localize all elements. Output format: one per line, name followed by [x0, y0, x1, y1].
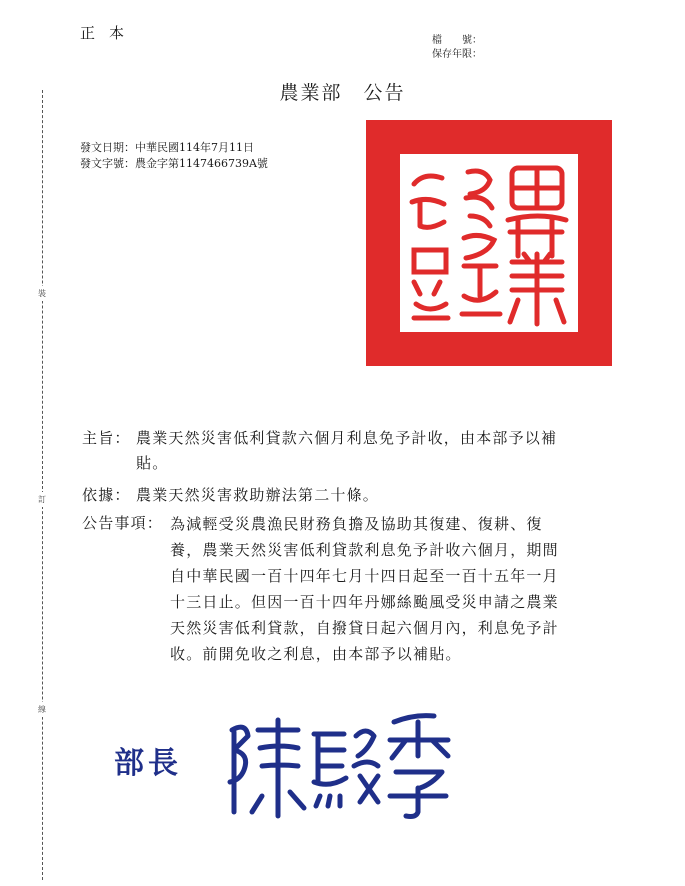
items-line: 天然災害低利貸款，自撥貸日起六個月內，利息免予計	[170, 619, 559, 637]
official-seal	[366, 120, 612, 366]
issue-info	[80, 140, 268, 172]
items-line: 自中華民國一百十四年七月十四日起至一百十五年一月	[170, 567, 559, 585]
items-line: 十三日止。但因一百十四年丹娜絲颱風受災申請之農業	[170, 593, 559, 611]
issue-date: 發文日期：中華民國114年7月11日	[80, 141, 254, 154]
items-line: 收。前開免收之利息，由本部予以補貼。	[170, 645, 462, 663]
items-line: 養，農業天然災害低利貸款利息免予計收六個月，期間	[170, 541, 559, 559]
items-text	[170, 511, 620, 667]
seal-glyphs	[400, 154, 578, 332]
subject-label: 主旨：	[82, 429, 131, 447]
copy-label: 正本	[80, 24, 139, 42]
binding-mark-ding: 訂	[37, 492, 47, 507]
file-number-label: 檔 號：	[432, 35, 482, 46]
minister-signature	[210, 700, 470, 820]
subject-text	[136, 426, 616, 476]
items-line: 為減輕受災農漁民財務負擔及協助其復建、復耕、復	[170, 515, 543, 533]
file-meta	[432, 34, 482, 62]
page-title: 農業部 公告	[279, 82, 406, 104]
binding-mark-zhuang: 裝	[37, 286, 47, 301]
issue-number: 發文字號：農金字第1147466739A號	[80, 157, 268, 170]
basis-text: 農業天然災害救助辦法第二十條。	[136, 486, 380, 504]
seal-inner	[400, 154, 578, 332]
retention-label: 保存年限：	[432, 49, 482, 60]
binding-mark-xian: 線	[37, 702, 47, 717]
subject-line-2: 貼。	[136, 454, 169, 472]
minister-title: 部長	[114, 746, 182, 781]
binding-line	[42, 90, 43, 880]
basis-label: 依據：	[82, 486, 131, 504]
items-label: 公告事項：	[82, 514, 164, 532]
subject-line-1: 農業天然災害低利貸款六個月利息免予計收，由本部予以補	[136, 429, 558, 447]
signature-ink	[210, 700, 470, 820]
